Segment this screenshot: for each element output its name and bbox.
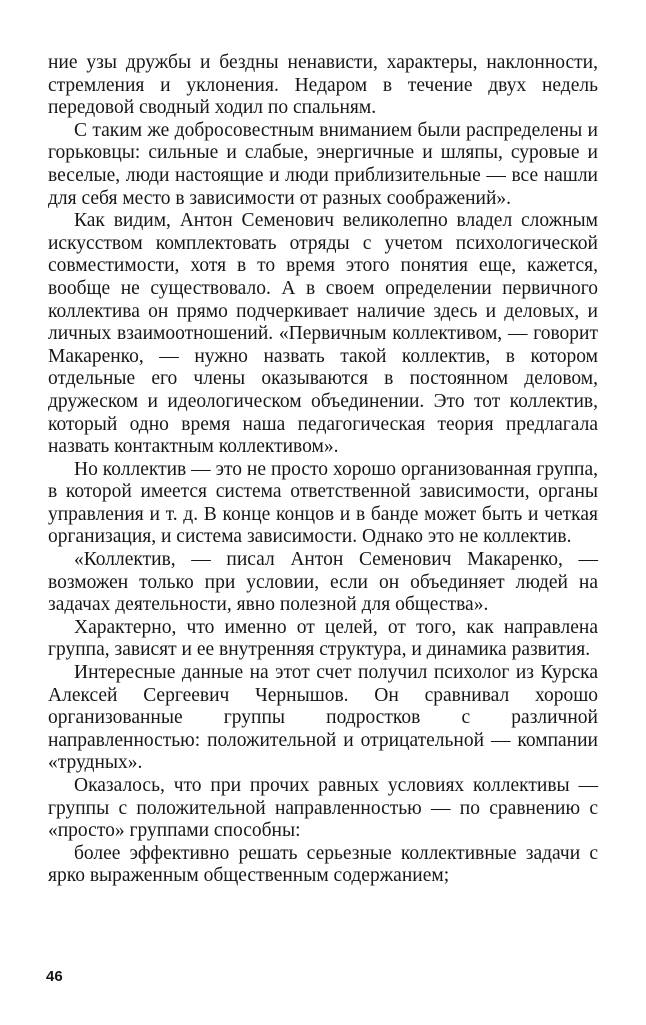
paragraph: Но коллектив — это не просто хорошо организованная группа, в которой имеется система ответственной зависимости, органы управления и т. д. В конце концов и в банде может быть и четкая организация, и система зависимости. Однако это не коллектив. (48, 458, 598, 548)
paragraph: С таким же добросовестным вниманием были распределены и горьковцы: сильные и слабые, энергичные и шляпы, суровые и веселые, люди настоящие и люди приблизительные — все нашли для себя место в зависимости от разных соображений». (48, 119, 598, 209)
paragraph: Как видим, Антон Семенович великолепно владел сложным искусством комплектовать отряды с учетом психологической совместимости, хотя в то время этого понятия еще, кажется, вообще не существовало. А в своем определении первичного коллектива он прямо подчеркивает наличие здесь и деловых, и личных взаимоотношений. «Первичным коллективом, — говорит Макаренко, — нужно назвать такой коллектив, в котором отдельные его члены оказываются в постоянном деловом, дружеском и идеологическом объединении. Это тот коллектив, который одно время наша педагогическая теория предлагала назвать контактным коллективом». (48, 210, 598, 458)
paragraph: Характерно, что именно от целей, от того, как направлена группа, зависят и ее внутренняя структура, и динамика развития. (48, 616, 598, 661)
paragraph: Оказалось, что при прочих равных условиях коллективы — группы с положительной направленностью — по сравнению с «просто» группами способны: (48, 775, 598, 842)
paragraph: «Коллектив, — писал Антон Семенович Макаренко, — возможен только при условии, если он объединяет людей на задачах деятельности, явно полезной для общества». (48, 549, 598, 616)
paragraph: Интересные данные на этот счет получил психолог из Курска Алексей Сергеевич Чернышов. Он сравнивал хорошо организованные группы подростков с различной направленностью: положительной и отрицательной — компании «трудных». (48, 662, 598, 774)
page-number: 46 (46, 968, 63, 985)
page-body (48, 52, 598, 888)
paragraph: более эффективно решать серьезные коллективные задачи с ярко выраженным общественным содержанием; (48, 842, 598, 887)
paragraph: ние узы дружбы и бездны ненависти, характеры, наклонности, стремления и уклонения. Недаром в течение двух недель передовой сводный ходил по спальням. (48, 52, 598, 119)
